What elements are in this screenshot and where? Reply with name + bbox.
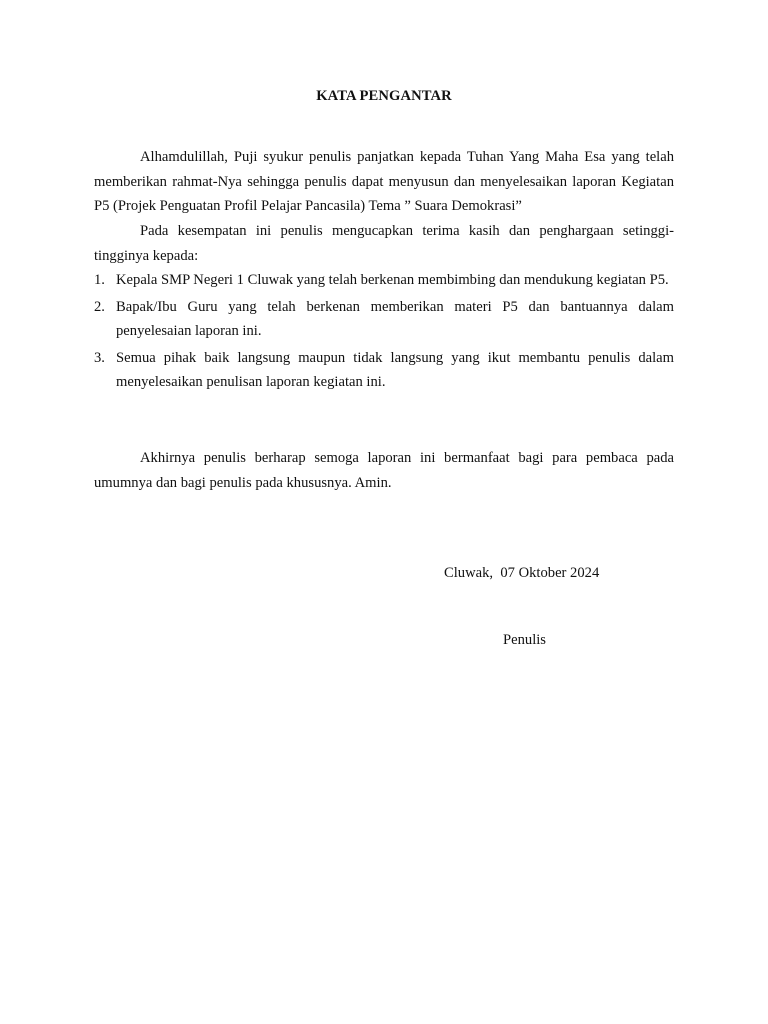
list-item — [94, 295, 674, 344]
list-item-number: 2. — [94, 298, 105, 315]
list-item-number: 3. — [94, 349, 105, 366]
list-item-text: Bapak/Ibu Guru yang telah berkenan memberikan materi P5 dan bantuannya dalam penyelesaian laporan ini. — [116, 298, 674, 339]
signer-label: Penulis — [503, 632, 546, 648]
paragraph-opening: Alhamdulillah, Puji syukur penulis panjatkan kepada Tuhan Yang Maha Esa yang telah memberikan rahmat-Nya sehingga penulis dapat menyusun dan menyelesaikan laporan Kegiatan P5 (Projek Penguatan Profil Pelajar Pancasila) Tema ” Suara Demokrasi” — [94, 149, 674, 214]
list-item-text: Semua pihak baik langsung maupun tidak langsung yang ikut membantu penulis dalam menyelesaikan penulisan laporan kegiatan ini. — [116, 349, 674, 390]
list-item — [94, 268, 674, 293]
list-item-number: 1. — [94, 272, 105, 288]
thanks-list — [94, 268, 674, 397]
paragraph-closing: Akhirnya penulis berharap semoga laporan ini bermanfaat bagi para pembaca pada umumnya dan bagi penulis pada khususnya. Amin. — [94, 450, 674, 491]
paragraph-thanks-intro: Pada kesempatan ini penulis mengucapkan terima kasih dan penghargaan setinggi-tingginya kepada: — [94, 223, 674, 264]
page-title: KATA PENGANTAR — [316, 88, 452, 104]
place-date: Cluwak, 07 Oktober 2024 — [444, 565, 600, 581]
list-item-text: Kepala SMP Negeri 1 Cluwak yang telah berkenan membimbing dan mendukung kegiatan P5. — [116, 272, 669, 288]
list-item — [94, 346, 674, 395]
